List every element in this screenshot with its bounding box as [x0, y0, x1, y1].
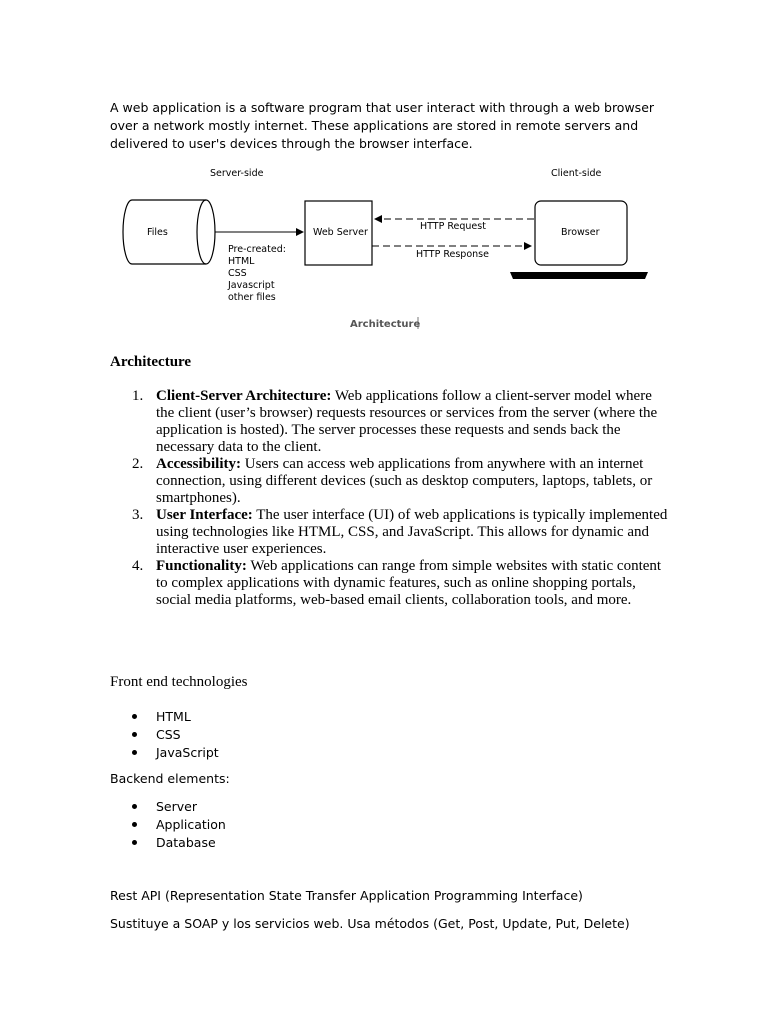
list-term: User Interface: — [156, 507, 253, 523]
list-item — [110, 558, 670, 609]
list-item: JavaScript — [110, 744, 219, 762]
client-side-label: Client-side — [551, 168, 602, 179]
list-item — [110, 456, 670, 507]
list-item: Application — [110, 816, 226, 834]
list-text: Web applications can range from simple websites with static content to complex applications with dynamic features, such as online shopping portals, social media platforms, web-based email clients, collaboration tools, and more. — [156, 558, 662, 608]
frontend-list — [110, 708, 219, 762]
precreated-heading: Pre-created: — [228, 244, 286, 255]
architecture-diagram — [110, 160, 670, 340]
frontend-heading: Front end technologies — [110, 674, 248, 690]
list-item — [110, 507, 670, 558]
precreated-css: CSS — [228, 268, 247, 279]
list-term: Accessibility: — [156, 456, 241, 472]
precreated-other-files: other files — [228, 292, 276, 303]
list-term: Functionality: — [156, 558, 247, 574]
list-number: 4. — [132, 558, 144, 574]
architecture-heading: Architecture — [110, 354, 192, 370]
intro-paragraph: A web application is a software program that user interact with through a web browser over a network mostly internet. These applications are stored in remote servers and delivered to user's devices through the browser interface. — [110, 99, 655, 151]
backend-list — [110, 798, 226, 852]
web-server-label: Web Server — [313, 227, 368, 238]
list-item: Server — [110, 798, 226, 816]
browser-label: Browser — [561, 227, 600, 238]
http-request-label: HTTP Request — [420, 221, 486, 232]
http-response-label: HTTP Response — [416, 249, 489, 260]
files-cylinder — [123, 200, 215, 264]
files-label: Files — [147, 227, 168, 238]
list-item: CSS — [110, 726, 219, 744]
rest-api-description: Sustituye a SOAP y los servicios web. Usa métodos (Get, Post, Update, Put, Delete) — [110, 916, 630, 931]
rest-api-title: Rest API (Representation State Transfer Application Programming Interface) — [110, 888, 583, 903]
list-term: Client-Server Architecture: — [156, 388, 332, 404]
list-number: 2. — [132, 456, 144, 472]
list-text: The user interface (UI) of web applications is typically implemented using technologies like HTML, CSS, and JavaScript. This allows for dynamic and interactive user experiences. — [156, 507, 668, 557]
architecture-list — [110, 388, 670, 609]
list-text: Users can access web applications from anywhere with an internet connection, using different devices (such as desktop computers, laptops, tablets, or smartphones). — [156, 456, 653, 506]
list-text: Web applications follow a client-server model where the client (user’s browser) requests resources or services from the server (where the application is hosted). The server processes these requests and sends back the necessary data to the client. — [156, 388, 658, 455]
list-number: 3. — [132, 507, 144, 523]
backend-heading: Backend elements: — [110, 771, 230, 786]
diagram-caption: Architecture — [350, 319, 421, 330]
list-number: 1. — [132, 388, 144, 404]
list-item: Database — [110, 834, 226, 852]
list-item: HTML — [110, 708, 219, 726]
precreated-html: HTML — [228, 256, 255, 267]
list-item — [110, 388, 670, 456]
server-side-label: Server-side — [210, 168, 264, 179]
precreated-javascript: Javascript — [228, 280, 275, 291]
laptop-base — [510, 272, 648, 279]
